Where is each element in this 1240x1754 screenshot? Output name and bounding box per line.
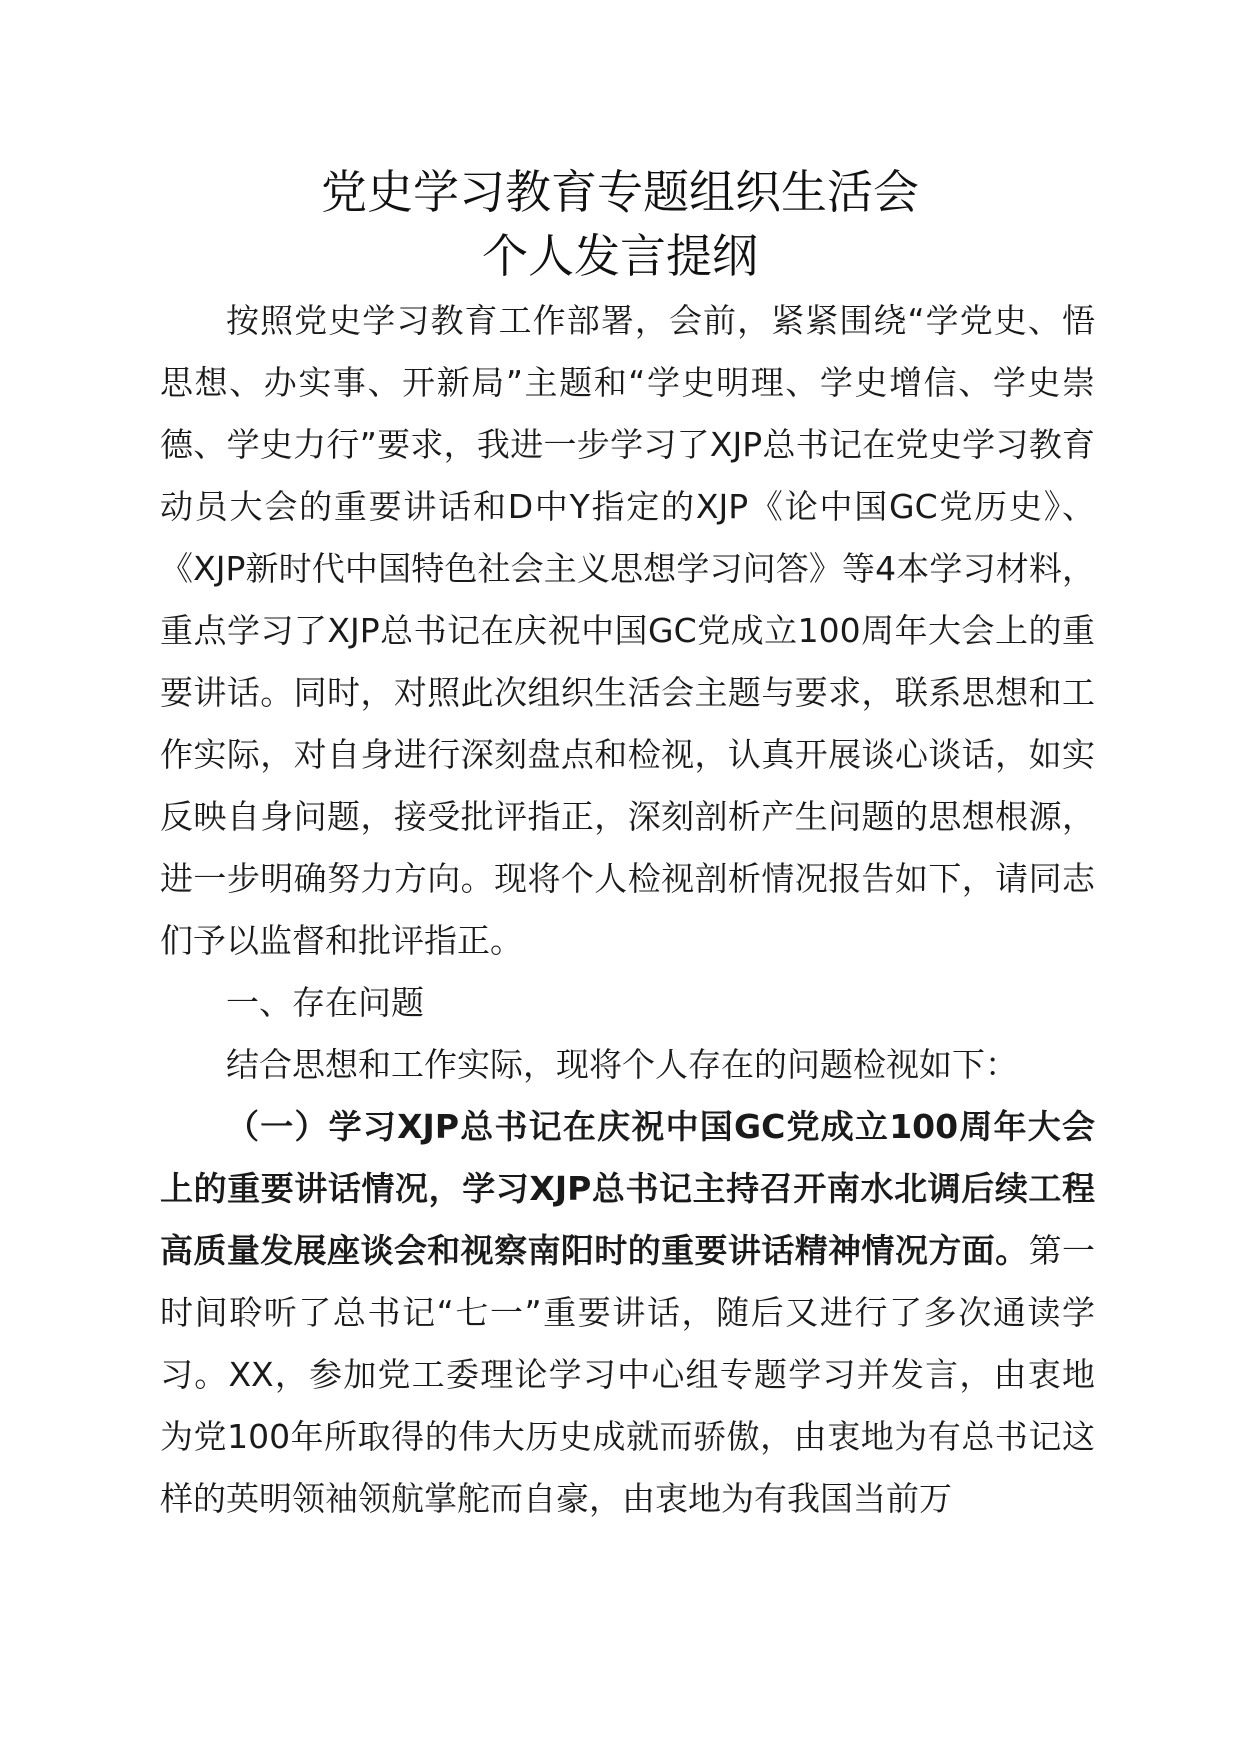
item-1-heading: （一）学习XJP总书记在庆祝中国GC党成立100周年大会上的重要讲话情况，学习XJP总书记主持召开南水北调后续工程高质量发展座谈会和视察南阳时的重要讲话精神情况方面。 (160, 1107, 1095, 1270)
title-line-2: 个人发言提纲 (482, 229, 758, 283)
paragraph-intro: 按照党史学习教育工作部署，会前，紧紧围绕“学党史、悟思想、办实事、开新局”主题和“学史明理、学史增信、学史崇德、学史力行”要求，我进一步学习了XJP总书记在党史学习教育动员大会的重要讲话和D中Y指定的XJP《论中国GC党历史》、《XJP新时代中国特色社会主义思想学习问答》等4本学习材料，重点学习了XJP总书记在庆祝中国GC党成立100周年大会上的重要讲话。同时，对照此次组织生活会主题与要求，联系思想和工作实际，对自身进行深刻盘点和检视，认真开展谈心谈话，如实反映自身问题，接受批评指正，深刻剖析产生问题的思想根源，进一步明确努力方向。现将个人检视剖析情况报告如下，请同志们予以监督和批评指正。 (160, 301, 1095, 960)
item-1-text: 第一时间聆听了总书记“七一”重要讲话，随后又进行了多次通读学习。XX，参加党工委理论学习中心组专题学习并发言，由衷地为党100年所取得的伟大历史成就而骄傲，由衷地为有总书记这样的英明领袖领航掌舵而自豪，由衷地为有我国当前万 (160, 1231, 1096, 1518)
document-title (0, 160, 1240, 288)
paragraph-item-1 (160, 1096, 1095, 1530)
section-heading-problems: 一、存在问题 (226, 983, 424, 1022)
title-line-1: 党史学习教育专题组织生活会 (321, 165, 919, 219)
paragraph-problems-intro: 结合思想和工作实际，现将个人存在的问题检视如下： (226, 1045, 1018, 1084)
document-body (160, 290, 1095, 1530)
